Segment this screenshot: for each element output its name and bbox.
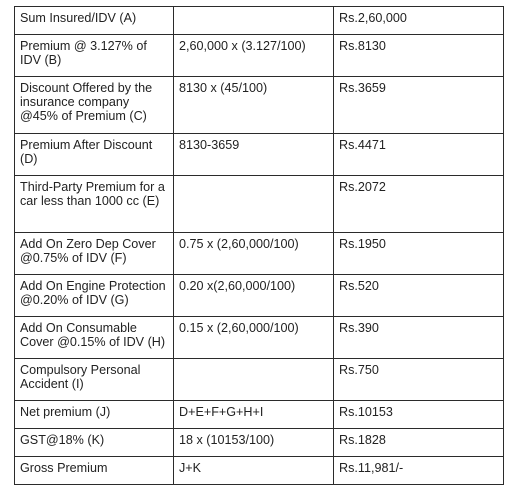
table-row bbox=[15, 275, 504, 317]
row-amount: Rs.8130 bbox=[334, 35, 504, 77]
row-calculation bbox=[174, 7, 334, 35]
row-amount: Rs.520 bbox=[334, 275, 504, 317]
table-row bbox=[15, 233, 504, 275]
row-label: Add On Zero Dep Cover @0.75% of IDV (F) bbox=[15, 233, 174, 275]
row-calculation: 18 x (10153/100) bbox=[174, 429, 334, 457]
table-row bbox=[15, 77, 504, 134]
row-calculation: 8130 x (45/100) bbox=[174, 77, 334, 134]
row-label: Add On Engine Protection @0.20% of IDV (G) bbox=[15, 275, 174, 317]
row-amount: Rs.3659 bbox=[334, 77, 504, 134]
row-amount: Rs.390 bbox=[334, 317, 504, 359]
row-calculation bbox=[174, 176, 334, 233]
row-amount: Rs.1828 bbox=[334, 429, 504, 457]
table-row bbox=[15, 35, 504, 77]
row-label: Sum Insured/IDV (A) bbox=[15, 7, 174, 35]
row-label: Add On Consumable Cover @0.15% of IDV (H) bbox=[15, 317, 174, 359]
row-label: Premium After Discount (D) bbox=[15, 134, 174, 176]
row-calculation: 8130-3659 bbox=[174, 134, 334, 176]
row-amount: Rs.11,981/- bbox=[334, 457, 504, 485]
row-calculation: 0.15 x (2,60,000/100) bbox=[174, 317, 334, 359]
row-label: GST@18% (K) bbox=[15, 429, 174, 457]
row-label: Net premium (J) bbox=[15, 401, 174, 429]
table-row bbox=[15, 7, 504, 35]
row-calculation: 2,60,000 x (3.127/100) bbox=[174, 35, 334, 77]
row-amount: Rs.750 bbox=[334, 359, 504, 401]
table-row bbox=[15, 176, 504, 233]
table-row bbox=[15, 359, 504, 401]
table-row bbox=[15, 134, 504, 176]
table-row bbox=[15, 429, 504, 457]
row-label: Premium @ 3.127% of IDV (B) bbox=[15, 35, 174, 77]
row-amount: Rs.4471 bbox=[334, 134, 504, 176]
table-row bbox=[15, 457, 504, 485]
premium-calculation-table bbox=[14, 6, 504, 485]
row-amount: Rs.1950 bbox=[334, 233, 504, 275]
table-row bbox=[15, 401, 504, 429]
row-amount: Rs.10153 bbox=[334, 401, 504, 429]
row-calculation: 0.75 x (2,60,000/100) bbox=[174, 233, 334, 275]
row-label: Compulsory Personal Accident (I) bbox=[15, 359, 174, 401]
row-amount: Rs.2072 bbox=[334, 176, 504, 233]
table-row bbox=[15, 317, 504, 359]
row-label: Third-Party Premium for a car less than 1000 cc (E) bbox=[15, 176, 174, 233]
row-calculation: 0.20 x(2,60,000/100) bbox=[174, 275, 334, 317]
row-label: Gross Premium bbox=[15, 457, 174, 485]
row-label: Discount Offered by the insurance company @45% of Premium (C) bbox=[15, 77, 174, 134]
row-calculation bbox=[174, 359, 334, 401]
row-calculation: J+K bbox=[174, 457, 334, 485]
row-calculation: D+E+F+G+H+I bbox=[174, 401, 334, 429]
row-amount: Rs.2,60,000 bbox=[334, 7, 504, 35]
